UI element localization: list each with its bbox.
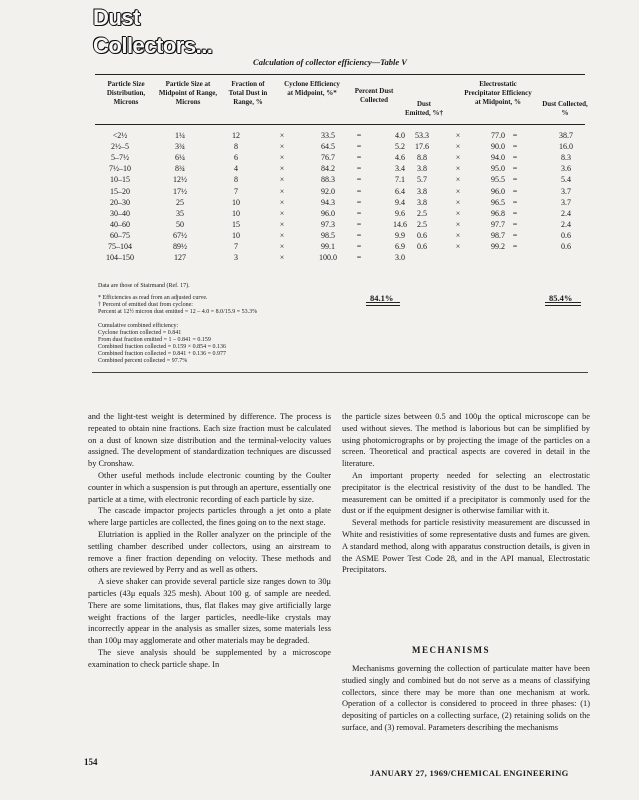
cell-midpoint: 35 — [176, 208, 184, 218]
col-header-fraction: Fraction of Total Dust in Range, % — [228, 80, 268, 106]
footnote-combined-total: Combined fraction collected = 0.841 + 0.136 = 0.977 — [98, 351, 226, 357]
cell-midpoint: 25 — [176, 197, 184, 207]
section-heading-mechanisms: MECHANISMS — [412, 645, 491, 655]
cell-cyclone-eff: 97.3 — [321, 219, 335, 229]
cell-fraction: 10 — [232, 197, 240, 207]
cell-fraction: 7 — [234, 242, 238, 251]
cell-dust-emitted: 3.8 — [417, 164, 427, 174]
cell-pct-collected: 3.0 — [395, 253, 405, 263]
cell-dust-collected: 0.6 — [561, 242, 571, 251]
cell-equals: = — [356, 186, 362, 196]
cell-size-range: 20–30 — [110, 197, 130, 207]
cell-cyclone-eff: 94.3 — [321, 197, 335, 207]
cell-times: × — [455, 164, 461, 174]
cell-dust-collected: 3.7 — [561, 197, 571, 207]
table-row — [95, 219, 590, 230]
cell-dust-emitted: 0.6 — [417, 230, 427, 240]
cell-equals: = — [356, 153, 362, 163]
cell-equals: = — [512, 230, 518, 240]
cell-cyclone-eff: 100.0 — [319, 253, 337, 263]
cell-times: × — [455, 197, 461, 207]
cell-fraction: 6 — [234, 153, 238, 163]
cell-dust-emitted: 3.8 — [417, 186, 427, 196]
cell-fraction: 3 — [234, 253, 238, 263]
cell-precip-eff: 96.0 — [491, 186, 505, 196]
body-left-column — [88, 411, 331, 671]
cell-size-range: 10–15 — [110, 175, 130, 185]
cell-cyclone-eff: 84.2 — [321, 164, 335, 174]
cell-dust-emitted: 53.3 — [415, 131, 429, 140]
cell-dust-collected: 8.3 — [561, 153, 571, 163]
col-header-percent-collected: Percent Dust Collected — [354, 87, 394, 104]
cell-equals: = — [512, 153, 518, 163]
cell-size-range: 2½–5 — [111, 142, 129, 152]
cell-size-range: 30–40 — [110, 208, 130, 218]
total-cyclone-underline — [366, 302, 400, 306]
cell-fraction: 4 — [234, 164, 238, 174]
table-row — [95, 197, 590, 208]
cell-pct-collected: 6.9 — [395, 242, 405, 251]
cell-pct-collected: 3.4 — [395, 164, 405, 174]
cell-pct-collected: 14.6 — [393, 219, 407, 229]
cell-times: × — [455, 175, 461, 185]
cell-equals: = — [356, 253, 362, 263]
cell-fraction: 10 — [232, 208, 240, 218]
cell-fraction: 7 — [234, 186, 238, 196]
cell-midpoint: 67½ — [173, 230, 187, 240]
table-row — [95, 252, 590, 263]
paragraph: The sieve analysis should be supplemented by a microscope examination to check particle shape. In — [88, 647, 331, 669]
cell-size-range: <2½ — [112, 131, 128, 140]
paragraph: The cascade impactor projects particles through a jet onto a plate where large particles are collected, the fines going on to the next stage. — [88, 506, 331, 528]
cell-pct-collected: 9.9 — [395, 230, 405, 240]
cell-times: × — [279, 242, 285, 251]
footnote-combined-percent: Combined percent collected = 97.7% — [98, 358, 188, 364]
cell-precip-eff: 77.0 — [491, 131, 505, 140]
cell-dust-collected: 2.4 — [561, 208, 571, 218]
footnote-emitted: † Percent of emitted dust from cyclone: — [98, 302, 193, 308]
cell-times: × — [279, 153, 285, 163]
cell-times: × — [455, 242, 461, 251]
cell-dust-emitted: 0.6 — [417, 242, 427, 251]
cell-dust-collected: 3.7 — [561, 186, 571, 196]
cell-equals: = — [356, 142, 362, 152]
cell-times: × — [279, 175, 285, 185]
col-header-midpoint: Particle Size at Midpoint of Range, Microns — [158, 80, 218, 106]
total-cyclone: 84.1% — [370, 293, 394, 303]
cell-equals: = — [512, 219, 518, 229]
cell-times: × — [279, 186, 285, 196]
cell-equals: = — [512, 197, 518, 207]
cell-equals: = — [512, 175, 518, 185]
cell-times: × — [455, 219, 461, 229]
table-row — [95, 130, 590, 141]
paragraph: An important property needed for selecting an electrostatic precipitator is the electrical resistivity of the dust to be handled. The measurement can be omitted if a precipitator is commonly used for the dust or if the equipment designer is otherwise familiar with it. — [342, 470, 590, 516]
paragraph: Other useful methods include electronic counting by the Coulter counter in which a suspension is put through an aperture, essentially one particle at a time, with electronic recording of each particle by size. — [88, 470, 331, 504]
cell-dust-emitted: 3.8 — [417, 197, 427, 207]
cell-fraction: 8 — [234, 142, 238, 152]
cell-size-range: 15–20 — [110, 186, 130, 196]
cell-dust-collected: 2.4 — [561, 219, 571, 229]
body-right-column-mechanisms — [342, 663, 590, 734]
total-precipitator: 85.4% — [549, 293, 573, 303]
cell-equals: = — [356, 219, 362, 229]
paragraph: Elutriation is applied in the Roller analyzer on the principle of the settling chamber described under collectors, using an airstream to remove a finer fraction depending on velocity. These methods and others are reviewed by Perry and as well as others. — [88, 529, 331, 575]
cell-cyclone-eff: 76.7 — [321, 153, 335, 163]
cell-dust-emitted: 5.7 — [417, 175, 427, 185]
cell-cyclone-eff: 96.0 — [321, 208, 335, 218]
table-row — [95, 186, 590, 197]
paragraph: A sieve shaker can provide several particle size ranges down to 30μ particles (43μ equals 325 mesh). About 100 g. of sample are needed. There are some limitations, thus, flat flakes may give artificially large weight fractions of the larger particles, needle-like crystals may incorrectly appear in the analysis as smaller sizes, some materials less than 100μ may agglomerate and other materials may be degraded. — [88, 577, 331, 646]
cell-size-range: 5–7½ — [111, 153, 129, 163]
cell-times: × — [279, 131, 285, 140]
cell-midpoint: 6¼ — [175, 153, 185, 163]
cell-dust-collected: 5.4 — [561, 175, 571, 185]
col-header-dust-collected: Dust Collected, % — [542, 100, 588, 117]
col-header-cyclone-efficiency: Cyclone Efficiency at Midpoint, %* — [284, 80, 340, 97]
page-number: 154 — [84, 757, 98, 767]
cell-dust-collected: 3.6 — [561, 164, 571, 174]
total-precipitator-underline — [545, 302, 581, 306]
cell-cyclone-eff: 99.1 — [321, 242, 335, 251]
col-header-size-distribution: Particle Size Distribution, Microns — [106, 80, 146, 106]
cell-equals: = — [356, 131, 362, 140]
cell-dust-emitted: 2.5 — [417, 208, 427, 218]
table-row — [95, 152, 590, 163]
cell-midpoint: 12½ — [173, 175, 187, 185]
cell-equals: = — [356, 175, 362, 185]
cell-precip-eff: 96.8 — [491, 208, 505, 218]
table-row — [95, 141, 590, 152]
cell-pct-collected: 4.0 — [395, 131, 405, 140]
cell-precip-eff: 96.5 — [491, 197, 505, 207]
cell-fraction: 10 — [232, 230, 240, 240]
cell-dust-collected: 0.6 — [561, 230, 571, 240]
cell-precip-eff: 94.0 — [491, 153, 505, 163]
cell-dust-collected: 38.7 — [559, 131, 573, 140]
table-row — [95, 174, 590, 185]
cell-size-range: 60–75 — [110, 230, 130, 240]
cell-cyclone-eff: 64.5 — [321, 142, 335, 152]
cell-times: × — [279, 208, 285, 218]
cell-pct-collected: 9.4 — [395, 197, 405, 207]
table-row — [95, 230, 590, 241]
cell-precip-eff: 99.2 — [491, 242, 505, 251]
table-top-rule — [95, 74, 585, 75]
cell-precip-eff: 98.7 — [491, 230, 505, 240]
cell-equals: = — [356, 230, 362, 240]
footnote-cyclone-fraction: Cyclone fraction collected = 0.841 — [98, 330, 182, 336]
cell-pct-collected: 9.6 — [395, 208, 405, 218]
cell-dust-collected: 16.0 — [559, 142, 573, 152]
cell-size-range: 7½–10 — [109, 164, 131, 174]
cell-equals: = — [512, 242, 518, 251]
paragraph: the particle sizes between 0.5 and 100μ the optical microscope can be used without sieves. The method is laborious but can be simplified by using photomicrographs or by projecting the image of the particles on a screen. Theoretical and practical aspects are covered in detail in the literature. — [342, 412, 590, 469]
cell-equals: = — [512, 131, 518, 140]
cell-midpoint: 17½ — [173, 186, 187, 196]
cell-midpoint: 50 — [176, 219, 184, 229]
cell-times: × — [455, 153, 461, 163]
cell-equals: = — [356, 164, 362, 174]
cell-times: × — [279, 197, 285, 207]
table-row — [95, 208, 590, 219]
cell-equals: = — [356, 197, 362, 207]
cell-times: × — [279, 219, 285, 229]
cell-size-range: 104–150 — [106, 253, 134, 263]
footnote-efficiency: * Efficiencies as read from an adjusted curve. — [98, 295, 208, 301]
cell-dust-emitted: 8.8 — [417, 153, 427, 163]
cell-size-range: 75–104 — [108, 242, 132, 251]
cell-midpoint: 127 — [174, 253, 186, 263]
table-row — [95, 163, 590, 174]
cell-precip-eff: 90.0 — [491, 142, 505, 152]
cell-size-range: 40–60 — [110, 219, 130, 229]
cell-times: × — [455, 142, 461, 152]
table-bottom-rule — [92, 372, 588, 373]
footnote-emitted-calc: Percent at 12½ micron dust emitted = 12 – 4.0 = 8.0/15.9 = 53.3% — [98, 309, 258, 315]
cell-fraction: 8 — [234, 175, 238, 185]
cell-pct-collected: 4.6 — [395, 153, 405, 163]
cell-dust-emitted: 2.5 — [417, 219, 427, 229]
body-right-column — [342, 411, 590, 576]
cell-fraction: 12 — [232, 131, 240, 140]
cell-midpoint: 3¾ — [175, 142, 185, 152]
cell-times: × — [455, 186, 461, 196]
section-title: Dust Collectors... — [93, 5, 213, 58]
footnote-dust-fraction: From dust fraction emitted = 1 – 0.841 = 0.159 — [98, 337, 211, 343]
cell-precip-eff: 95.0 — [491, 164, 505, 174]
cell-cyclone-eff: 88.3 — [321, 175, 335, 185]
cell-pct-collected: 5.2 — [395, 142, 405, 152]
paragraph: Several methods for particle resistivity measurement are discussed in White and resistivities of some representative dusts and fumes are given. A standard method, along with apparatus construction details, is given in the ASME Power Test Code 28, and in the API manual, Electrostatic Precipitators. — [342, 518, 590, 575]
cell-precip-eff: 95.5 — [491, 175, 505, 185]
cell-equals: = — [356, 208, 362, 218]
cell-midpoint: 8¾ — [175, 164, 185, 174]
cell-equals: = — [512, 186, 518, 196]
paragraph: and the light-test weight is determined by difference. The process is repeated to obtain nine fractions. Each size fraction must be calculated on a dust of known size distribution and the terminal-velocity values assigned. The development of standardization techniques are discussed by Cronshaw. — [88, 412, 331, 469]
paragraph: Mechanisms governing the collection of particulate matter have been studied singly and combined but do not serve as a means of classifying collectors, since there may be more than one mechanism at work. Operation of a collector is considered to proceed in three phases: (1) depositing of particles on a collecting surface, (2) retaining solids on the surface, and (3) removal. Parameters describing the mechanisms — [342, 664, 590, 732]
cell-midpoint: 89½ — [173, 242, 187, 251]
cell-times: × — [279, 253, 285, 263]
cell-dust-emitted: 17.6 — [415, 142, 429, 152]
cell-equals: = — [356, 242, 362, 251]
cell-times: × — [279, 230, 285, 240]
cell-times: × — [279, 164, 285, 174]
col-header-dust-emitted: Dust Emitted, %† — [404, 100, 444, 117]
cell-midpoint: 1¼ — [175, 131, 185, 140]
footnote-source: Data are those of Stairmand (Ref. 17). — [98, 283, 190, 289]
footnote-combined: Cumulative combined efficiency: — [98, 323, 179, 329]
cell-pct-collected: 7.1 — [395, 175, 405, 185]
footnote-combined-fraction: Combined fraction collected = 0.159 × 0.854 = 0.136 — [98, 344, 226, 350]
col-header-precipitator-efficiency: Electrostatic Precipitator Efficiency at Midpoint, % — [464, 80, 532, 106]
table-header-rule — [95, 124, 585, 125]
cell-equals: = — [512, 164, 518, 174]
cell-cyclone-eff: 92.0 — [321, 186, 335, 196]
table-row — [95, 241, 590, 252]
cell-cyclone-eff: 33.5 — [321, 131, 335, 140]
cell-precip-eff: 97.7 — [491, 219, 505, 229]
cell-pct-collected: 6.4 — [395, 186, 405, 196]
cell-times: × — [279, 142, 285, 152]
cell-times: × — [455, 230, 461, 240]
journal-footer: JANUARY 27, 1969/CHEMICAL ENGINEERING — [370, 768, 569, 778]
cell-equals: = — [512, 208, 518, 218]
cell-times: × — [455, 208, 461, 218]
cell-cyclone-eff: 98.5 — [321, 230, 335, 240]
cell-fraction: 15 — [232, 219, 240, 229]
table-title: Calculation of collector efficiency—Table V — [253, 57, 407, 67]
cell-times: × — [455, 131, 461, 140]
cell-equals: = — [512, 142, 518, 152]
